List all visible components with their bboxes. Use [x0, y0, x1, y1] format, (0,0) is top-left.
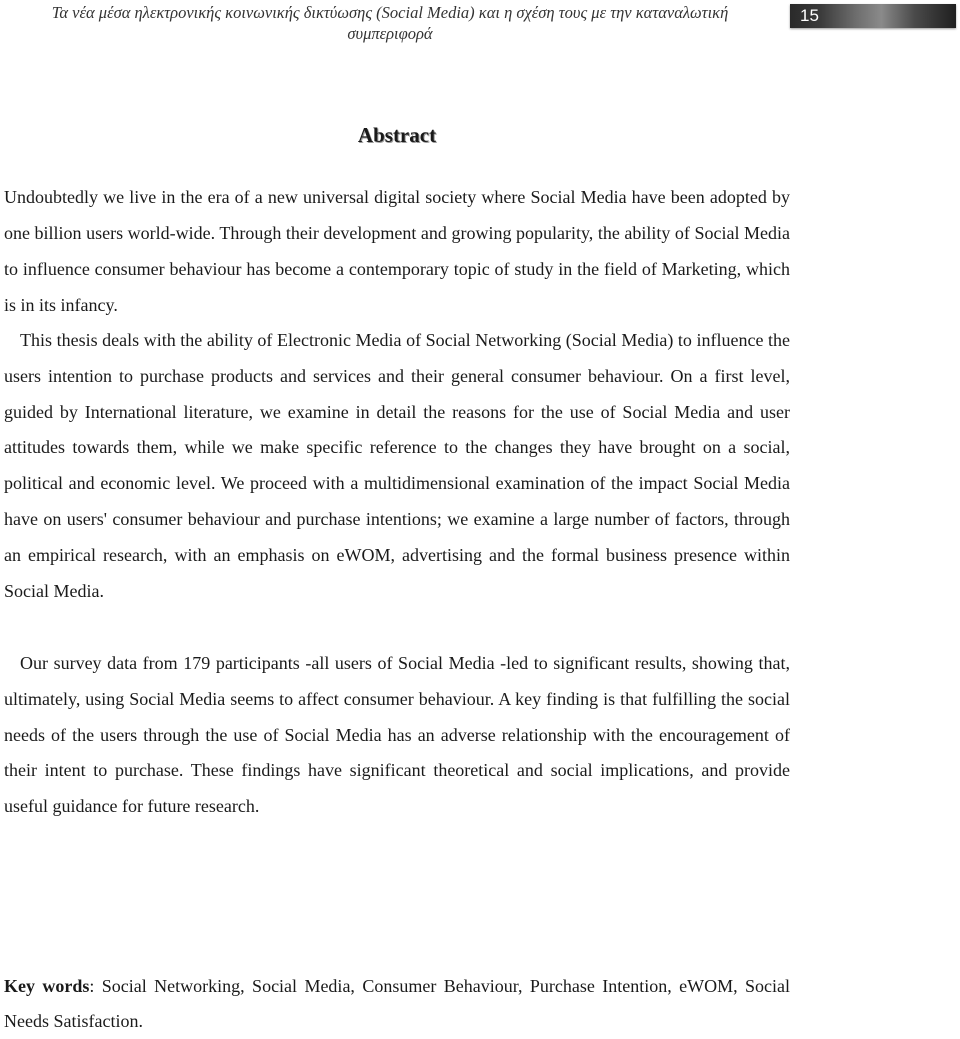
keywords-label: Key words [4, 976, 90, 996]
abstract-paragraph-1: Undoubtedly we live in the era of a new universal digital society where Social Media have been adopted by one billion users world-wide. Through their development and growing popularity, the ability of Social Media to influence consumer behaviour has become a contemporary topic of study in the field of Marketing, which is in its infancy. [4, 187, 790, 315]
keywords-section [4, 969, 790, 1039]
keywords-text: Social Networking, Social Media, Consumer Behaviour, Purchase Intention, eWOM, Social Needs Satisfaction. [4, 976, 790, 1031]
abstract-heading: Abstract [357, 123, 437, 147]
abstract-paragraph-3: Our survey data from 179 participants -all users of Social Media -led to significant results, showing that, ultimately, using Social Media seems to affect consumer behaviour. A key finding is that fulfilling the social needs of the users through the use of Social Media has an adverse relationship with the encouragement of their intent to purchase. These findings have significant theoretical and social implications, and provide useful guidance for future research. [4, 653, 790, 817]
page-number: 15 [800, 6, 819, 25]
running-header-title: Τα νέα μέσα ηλεκτρονικής κοινωνικής δικτύωσης (Social Media) και η σχέση τους με την καταναλωτική συμπεριφορά [51, 3, 729, 43]
keywords-separator: : [89, 976, 102, 996]
abstract-paragraph-2: This thesis deals with the ability of Electronic Media of Social Networking (Social Media) to influence the users intention to purchase products and services and their general consumer behaviour. On a first level, guided by International literature, we examine in detail the reasons for the use of Social Media and user attitudes towards them, while we make specific reference to the changes they have brought on a social, political and economic level. We proceed with a multidimensional examination of the impact Social Media have on users' consumer behaviour and purchase intentions; we examine a large number of factors, through an empirical research, with an emphasis on eWOM, advertising and the formal business presence within Social Media. [4, 330, 790, 601]
page-number-badge [790, 4, 956, 28]
